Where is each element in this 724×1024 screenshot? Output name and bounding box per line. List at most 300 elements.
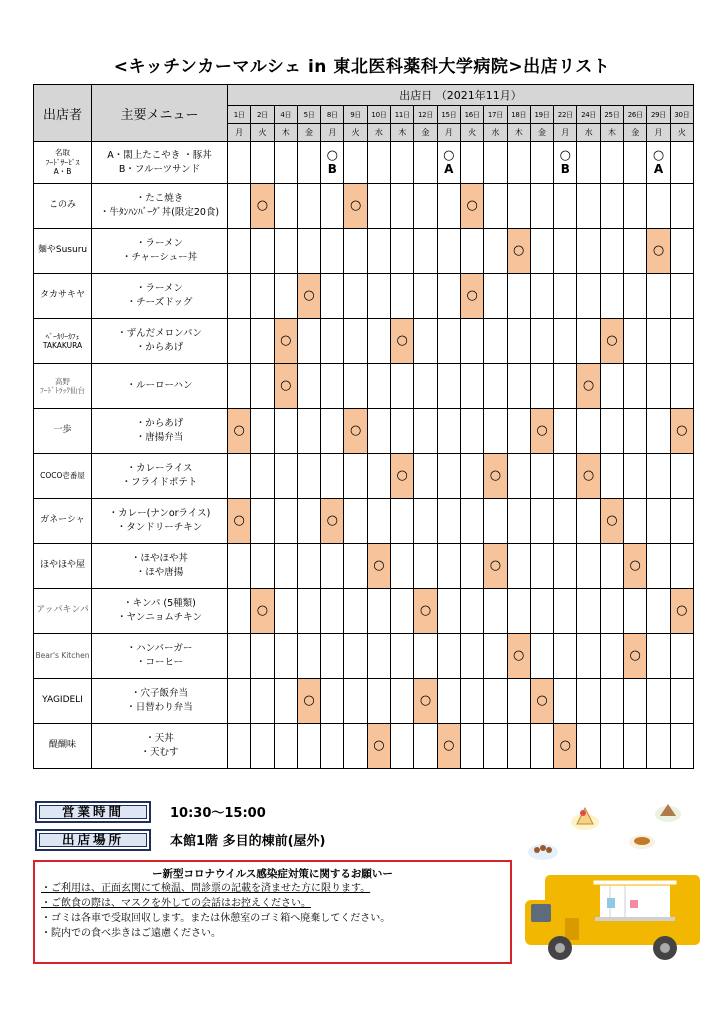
schedule-cell xyxy=(251,274,274,319)
schedule-cell xyxy=(321,499,344,544)
menu-item: ・タンドリーチキン xyxy=(116,522,203,533)
schedule-cell xyxy=(460,184,483,229)
schedule-cell xyxy=(367,589,390,634)
page-title: <キッチンカーマルシェ in 東北医科薬科大学病院>出店リスト xyxy=(113,57,611,77)
schedule-cell xyxy=(460,454,483,499)
open-mark-icon: ○ xyxy=(606,513,618,528)
schedule-cell xyxy=(414,184,437,229)
schedule-cell xyxy=(484,724,507,769)
schedule-cell xyxy=(321,544,344,589)
schedule-cell xyxy=(554,499,577,544)
shop-name-line: ほやほや屋 xyxy=(39,560,85,571)
weekday-header: 火 xyxy=(670,124,693,142)
place-value: 本館1階 多目的棟前(屋外) xyxy=(170,834,326,849)
open-mark-icon: ○ xyxy=(396,468,408,483)
schedule-cell xyxy=(391,409,414,454)
weekday-header: 金 xyxy=(414,124,437,142)
schedule-cell xyxy=(274,274,297,319)
shop-row xyxy=(34,229,694,274)
open-mark-icon: ○ xyxy=(629,648,641,663)
day-header: 5日 xyxy=(297,106,320,124)
open-mark-icon: ○ xyxy=(606,333,618,348)
schedule-cell xyxy=(530,499,553,544)
schedule-cell xyxy=(297,724,320,769)
schedule-cell xyxy=(484,142,507,184)
schedule-cell xyxy=(624,679,647,724)
weekday-header: 金 xyxy=(297,124,320,142)
schedule-cell xyxy=(554,454,577,499)
schedule-cell xyxy=(297,184,320,229)
shop-menu xyxy=(92,142,228,184)
schedule-cell xyxy=(297,454,320,499)
schedule-cell xyxy=(228,454,251,499)
schedule-cell xyxy=(297,142,320,184)
schedule-cell xyxy=(321,229,344,274)
schedule-cell xyxy=(530,454,553,499)
shop-name-line: ガネーシャ xyxy=(40,515,85,526)
menu-item: ・カレー(ナンorライス) xyxy=(108,508,211,520)
schedule-cell xyxy=(391,679,414,724)
shop-name xyxy=(34,589,92,634)
schedule-cell xyxy=(414,229,437,274)
schedule-cell xyxy=(484,499,507,544)
schedule-cell xyxy=(274,679,297,724)
shop-row xyxy=(34,634,694,679)
notice-title: ー新型コロナウイルス感染症対策に関するお願いー xyxy=(152,868,393,880)
schedule-cell xyxy=(391,319,414,364)
shop-name-line: アッパキンパ xyxy=(36,605,89,616)
menu-item: ・ルーローハン xyxy=(126,380,193,392)
open-mark-icon: ○ xyxy=(326,148,338,163)
shop-name xyxy=(34,142,92,184)
schedule-cell xyxy=(624,499,647,544)
open-mark-icon: ○ xyxy=(629,558,641,573)
schedule-cell xyxy=(228,184,251,229)
schedule-cell xyxy=(624,274,647,319)
schedule-cell xyxy=(624,319,647,364)
schedule-cell xyxy=(647,184,670,229)
schedule-cell xyxy=(530,634,553,679)
shop-row xyxy=(34,454,694,499)
shop-row xyxy=(34,724,694,769)
schedule-cell xyxy=(367,274,390,319)
notice-line: ・院内での食べ歩きはご遠慮ください。 xyxy=(41,928,221,939)
shop-menu xyxy=(92,319,228,364)
open-mark-icon: ○ xyxy=(489,558,502,573)
open-mark-icon: ○ xyxy=(280,333,292,348)
day-header: 15日 xyxy=(437,106,460,124)
schedule-cell xyxy=(647,142,670,184)
menu-item: ・穴子飯弁当 xyxy=(130,688,188,700)
schedule-cell xyxy=(624,454,647,499)
schedule-cell xyxy=(577,142,600,184)
schedule-cell xyxy=(600,499,623,544)
schedule-cell xyxy=(484,679,507,724)
schedule-cell xyxy=(228,634,251,679)
food-truck-illustration xyxy=(505,800,710,975)
schedule-cell xyxy=(344,544,367,589)
schedule-cell xyxy=(507,229,530,274)
schedule-cell xyxy=(297,409,320,454)
schedule-cell xyxy=(530,724,553,769)
schedule-cell xyxy=(647,454,670,499)
schedule-cell xyxy=(391,589,414,634)
schedule-cell xyxy=(391,364,414,409)
schedule-cell xyxy=(577,724,600,769)
schedule-cell xyxy=(437,409,460,454)
schedule-cell xyxy=(600,724,623,769)
schedule-cell xyxy=(577,274,600,319)
shop-row xyxy=(34,184,694,229)
open-mark-icon: ○ xyxy=(303,288,315,303)
shop-menu xyxy=(92,454,228,499)
shop-name-line: ﾌｰﾄﾞｻｰﾋﾞｽ xyxy=(45,157,80,167)
shop-name-line: Bear's Kitchen xyxy=(35,651,90,661)
schedule-cell xyxy=(600,589,623,634)
schedule-cell xyxy=(367,142,390,184)
schedule-cell xyxy=(414,274,437,319)
schedule-table xyxy=(33,84,694,769)
shop-row xyxy=(34,679,694,724)
schedule-cell xyxy=(414,409,437,454)
shop-name-line: 一歩 xyxy=(53,425,72,436)
schedule-cell xyxy=(274,724,297,769)
shop-row xyxy=(34,364,694,409)
day-header: 1日 xyxy=(228,106,251,124)
truck-letter: A xyxy=(444,162,454,176)
schedule-cell xyxy=(484,184,507,229)
schedule-cell xyxy=(507,409,530,454)
notice-line: ・ゴミは各車で受取回収します。または休憩室のゴミ箱へ廃棄してください。 xyxy=(41,913,391,924)
schedule-cell xyxy=(414,634,437,679)
schedule-cell xyxy=(228,409,251,454)
schedule-cell xyxy=(367,454,390,499)
schedule-cell xyxy=(507,274,530,319)
schedule-cell xyxy=(484,454,507,499)
schedule-cell xyxy=(367,364,390,409)
schedule-cell xyxy=(577,544,600,589)
open-mark-icon: ○ xyxy=(536,693,548,708)
open-mark-icon: ○ xyxy=(419,603,432,618)
day-header: 8日 xyxy=(321,106,344,124)
schedule-cell xyxy=(507,589,530,634)
schedule-cell xyxy=(460,364,483,409)
open-mark-icon: ○ xyxy=(582,468,595,483)
schedule-cell xyxy=(274,364,297,409)
menu-item: ・牛ﾀﾝﾊﾝﾊﾞｰｸﾞ丼(限定20食) xyxy=(99,207,220,218)
open-mark-icon: ○ xyxy=(536,423,548,438)
schedule-cell xyxy=(391,229,414,274)
schedule-cell xyxy=(484,364,507,409)
schedule-cell xyxy=(600,274,623,319)
schedule-cell xyxy=(344,589,367,634)
hours-value: 10:30〜15:00 xyxy=(170,806,266,821)
schedule-cell xyxy=(600,142,623,184)
schedule-cell xyxy=(577,499,600,544)
schedule-cell xyxy=(437,679,460,724)
schedule-cell xyxy=(321,724,344,769)
shop-row xyxy=(34,409,694,454)
open-mark-icon: ○ xyxy=(349,423,362,438)
menu-item: ・ほや唐揚 xyxy=(135,567,184,578)
schedule-cell xyxy=(554,364,577,409)
menu-item: ・ずんだメロンパン xyxy=(117,328,202,340)
shop-rows xyxy=(34,142,694,769)
schedule-cell xyxy=(554,229,577,274)
schedule-cell xyxy=(670,454,693,499)
truck-letter: A xyxy=(653,162,664,176)
day-header: 11日 xyxy=(391,106,414,124)
weekday-header: 火 xyxy=(251,124,274,142)
schedule-cell xyxy=(344,229,367,274)
weekday-header: 木 xyxy=(274,124,297,142)
schedule-cell xyxy=(507,724,530,769)
day-header: 19日 xyxy=(530,106,553,124)
schedule-cell xyxy=(321,319,344,364)
place-label: 出店場所 xyxy=(35,829,151,851)
shop-name-line: TAKAKURA xyxy=(42,341,83,350)
schedule-cell xyxy=(437,634,460,679)
schedule-cell xyxy=(507,454,530,499)
shop-name xyxy=(34,319,92,364)
shop-name-line: 醍醐味 xyxy=(48,740,76,751)
weekday-header: 月 xyxy=(321,124,344,142)
schedule-cell xyxy=(251,142,274,184)
schedule-cell xyxy=(251,589,274,634)
shop-row xyxy=(34,589,694,634)
schedule-cell xyxy=(554,142,577,184)
open-mark-icon: ○ xyxy=(466,198,478,213)
schedule-cell xyxy=(554,544,577,589)
shop-name-line: 麺やSusuru xyxy=(37,245,88,256)
shop-name-line: COCO壱番屋 xyxy=(40,471,85,481)
day-header: 25日 xyxy=(600,106,623,124)
schedule-cell xyxy=(647,319,670,364)
schedule-cell xyxy=(297,499,320,544)
schedule-cell xyxy=(530,142,553,184)
weekday-header: 木 xyxy=(600,124,623,142)
shop-name xyxy=(34,454,92,499)
shop-name xyxy=(34,634,92,679)
open-mark-icon: ○ xyxy=(303,693,315,708)
schedule-cell xyxy=(670,274,693,319)
schedule-cell xyxy=(530,409,553,454)
schedule-cell xyxy=(297,544,320,589)
open-mark-icon: ○ xyxy=(396,333,408,348)
schedule-cell xyxy=(344,634,367,679)
schedule-cell xyxy=(670,679,693,724)
schedule-cell xyxy=(507,319,530,364)
shop-name xyxy=(34,544,92,589)
schedule-cell xyxy=(670,319,693,364)
open-mark-icon: ○ xyxy=(373,558,385,573)
schedule-cell xyxy=(554,274,577,319)
schedule-cell xyxy=(460,634,483,679)
menu-item: ・天むす xyxy=(140,747,179,758)
open-mark-icon: ○ xyxy=(466,288,478,303)
schedule-cell xyxy=(624,142,647,184)
shop-name xyxy=(34,274,92,319)
open-mark-icon: ○ xyxy=(256,198,269,213)
day-header: 10日 xyxy=(367,106,390,124)
schedule-cell xyxy=(624,364,647,409)
schedule-cell xyxy=(577,409,600,454)
schedule-cell xyxy=(391,184,414,229)
schedule-cell xyxy=(321,589,344,634)
schedule-cell xyxy=(391,454,414,499)
schedule-cell xyxy=(647,634,670,679)
weekday-header: 木 xyxy=(507,124,530,142)
schedule-cell xyxy=(297,229,320,274)
schedule-cell xyxy=(670,634,693,679)
schedule-cell xyxy=(624,634,647,679)
schedule-cell xyxy=(530,589,553,634)
open-mark-icon: ○ xyxy=(256,603,269,618)
open-mark-icon: ○ xyxy=(559,148,571,163)
shop-menu xyxy=(92,409,228,454)
schedule-cell xyxy=(460,679,483,724)
open-mark-icon: ○ xyxy=(652,243,665,258)
shop-name-line: タカサキヤ xyxy=(39,290,85,301)
schedule-cell xyxy=(297,679,320,724)
shop-name-line: A・B xyxy=(53,167,72,177)
day-header: 26日 xyxy=(624,106,647,124)
schedule-cell xyxy=(297,319,320,364)
schedule-cell xyxy=(554,589,577,634)
weekday-header: 火 xyxy=(460,124,483,142)
day-header: 22日 xyxy=(554,106,577,124)
schedule-cell xyxy=(414,499,437,544)
schedule-cell xyxy=(484,319,507,364)
shop-name xyxy=(34,229,92,274)
schedule-cell xyxy=(507,142,530,184)
schedule-cell xyxy=(577,319,600,364)
schedule-cell xyxy=(554,634,577,679)
shop-row xyxy=(34,544,694,589)
shop-name xyxy=(34,184,92,229)
schedule-cell xyxy=(670,142,693,184)
schedule-cell xyxy=(670,409,693,454)
schedule-cell xyxy=(437,544,460,589)
schedule-cell xyxy=(297,274,320,319)
schedule-cell xyxy=(228,544,251,589)
schedule-cell xyxy=(344,142,367,184)
schedule-cell xyxy=(554,724,577,769)
schedule-cell xyxy=(577,679,600,724)
header-period: 出店日 （2021年11月） xyxy=(228,85,694,106)
schedule-cell xyxy=(624,724,647,769)
weekday-header: 水 xyxy=(367,124,390,142)
hours-label: 営業時間 xyxy=(35,801,151,823)
menu-item: ・天丼 xyxy=(145,733,174,745)
schedule-cell xyxy=(554,679,577,724)
schedule-cell xyxy=(228,364,251,409)
schedule-cell xyxy=(367,319,390,364)
schedule-cell xyxy=(624,184,647,229)
schedule-cell xyxy=(274,409,297,454)
shop-name-line: YAGIDELI xyxy=(42,695,83,706)
schedule-cell xyxy=(228,142,251,184)
schedule-cell xyxy=(624,544,647,589)
covid-notice xyxy=(33,860,512,964)
schedule-cell xyxy=(274,184,297,229)
schedule-cell xyxy=(414,544,437,589)
schedule-cell xyxy=(391,544,414,589)
schedule-cell xyxy=(391,724,414,769)
shop-name xyxy=(34,499,92,544)
shop-menu xyxy=(92,499,228,544)
schedule-cell xyxy=(484,274,507,319)
menu-item: ・カレーライス xyxy=(126,463,193,475)
schedule-cell xyxy=(484,544,507,589)
schedule-cell xyxy=(600,679,623,724)
schedule-cell xyxy=(228,229,251,274)
menu-item: ・キンパ (5種類) xyxy=(123,598,196,610)
open-mark-icon: ○ xyxy=(443,148,455,163)
day-header: 18日 xyxy=(507,106,530,124)
schedule-cell xyxy=(437,724,460,769)
open-mark-icon: ○ xyxy=(582,378,595,393)
schedule-cell xyxy=(554,319,577,364)
schedule-cell xyxy=(251,364,274,409)
day-header: 4日 xyxy=(274,106,297,124)
shop-name-line: 名取 xyxy=(55,148,70,158)
schedule-cell xyxy=(367,499,390,544)
schedule-cell xyxy=(577,184,600,229)
open-mark-icon: ○ xyxy=(419,693,432,708)
menu-item: ・たこ焼き xyxy=(135,193,184,205)
schedule-cell xyxy=(251,634,274,679)
schedule-cell xyxy=(484,634,507,679)
weekday-header: 水 xyxy=(577,124,600,142)
header-shop: 出店者 xyxy=(34,85,92,142)
schedule-cell xyxy=(414,454,437,499)
schedule-cell xyxy=(251,724,274,769)
schedule-cell xyxy=(530,274,553,319)
schedule-cell xyxy=(321,274,344,319)
schedule-cell xyxy=(460,499,483,544)
schedule-cell xyxy=(274,634,297,679)
schedule-cell xyxy=(437,319,460,364)
schedule-cell xyxy=(367,409,390,454)
schedule-cell xyxy=(600,544,623,589)
shop-menu xyxy=(92,364,228,409)
notice-line: ・ご飲食の際は、マスクを外しての会話はお控えください。 xyxy=(41,898,311,909)
shop-name-line: 高野 xyxy=(55,376,70,386)
notice-line: ・ご利用は、正面玄関にて検温、問診票の記載を済ませた方に限ります。 xyxy=(41,883,371,894)
schedule-cell xyxy=(228,589,251,634)
open-mark-icon: ○ xyxy=(233,513,245,528)
schedule-cell xyxy=(670,229,693,274)
shop-name xyxy=(34,679,92,724)
schedule-cell xyxy=(507,499,530,544)
schedule-cell xyxy=(391,499,414,544)
schedule-cell xyxy=(647,679,670,724)
shop-menu xyxy=(92,229,228,274)
day-header: 16日 xyxy=(460,106,483,124)
schedule-cell xyxy=(507,679,530,724)
schedule-cell xyxy=(251,319,274,364)
shop-menu xyxy=(92,679,228,724)
schedule-cell xyxy=(367,634,390,679)
schedule-cell xyxy=(577,589,600,634)
schedule-cell xyxy=(437,499,460,544)
shop-menu xyxy=(92,724,228,769)
schedule-cell xyxy=(600,184,623,229)
schedule-cell xyxy=(367,544,390,589)
schedule-cell xyxy=(414,319,437,364)
schedule-cell xyxy=(670,364,693,409)
